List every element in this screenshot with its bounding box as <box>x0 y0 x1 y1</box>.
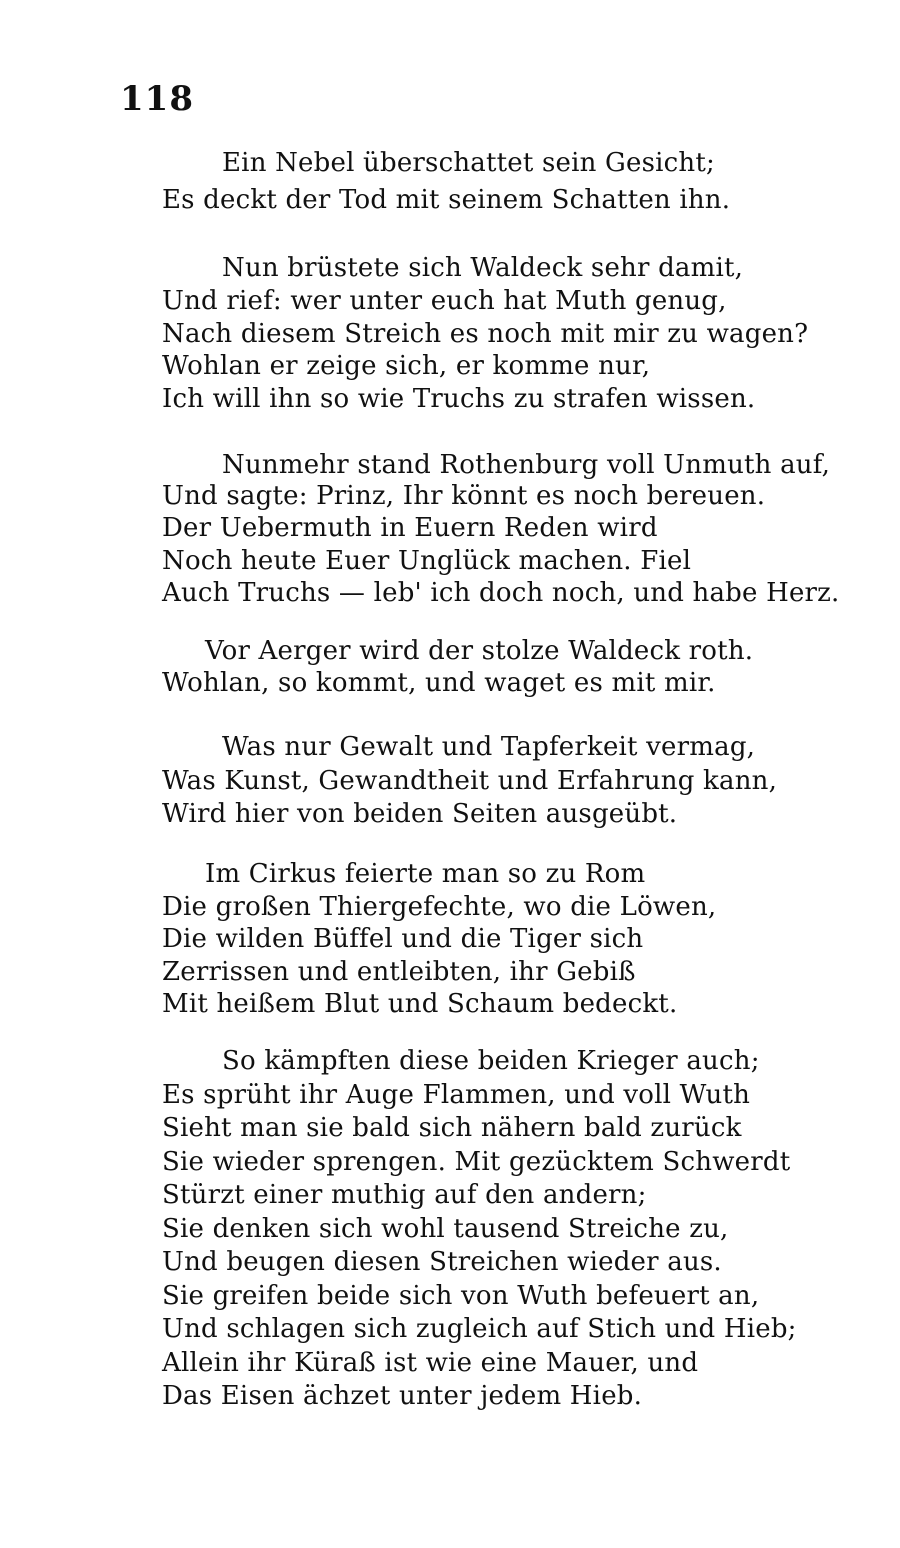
verse-line: Und beugen diesen Streichen wieder aus. <box>162 1247 722 1277</box>
verse-line: Stürzt einer muthig auf den andern; <box>162 1180 647 1210</box>
verse-line: Was Kunst, Gewandtheit und Erfahrung kann, <box>162 766 778 796</box>
verse-line: Noch heute Euer Unglück machen. Fiel <box>162 546 692 576</box>
verse-line: Was nur Gewalt und Tapferkeit vermag, <box>222 732 756 762</box>
verse-line: Es deckt der Tod mit seinem Schatten ihn. <box>162 185 731 215</box>
verse-line: Und schlagen sich zugleich auf Stich und Hieb; <box>162 1314 797 1344</box>
verse-line: Allein ihr Küraß ist wie eine Mauer, und <box>162 1348 699 1378</box>
verse-line: Es sprüht ihr Auge Flammen, und voll Wuth <box>162 1080 751 1110</box>
verse-line: Nunmehr stand Rothenburg voll Unmuth auf, <box>222 450 831 480</box>
verse-line: Und sagte: Prinz, Ihr könnt es noch bereuen. <box>162 481 766 511</box>
verse-line: Sie wieder sprengen. Mit gezücktem Schwerdt <box>162 1147 791 1177</box>
verse-line: Die großen Thiergefechte, wo die Löwen, <box>162 892 717 922</box>
verse-line: Wohlan, so kommt, und waget es mit mir. <box>162 668 716 698</box>
verse-line: Ein Nebel überschattet sein Gesicht; <box>222 148 715 178</box>
verse-line: Und rief: wer unter euch hat Muth genug, <box>162 286 727 316</box>
verse-line: Nun brüstete sich Waldeck sehr damit, <box>222 253 744 283</box>
verse-line: Ich will ihn so wie Truchs zu strafen wissen. <box>162 384 756 414</box>
verse-line: Zerrissen und entleibten, ihr Gebiß <box>162 957 636 987</box>
verse-line: Mit heißem Blut und Schaum bedeckt. <box>162 989 678 1019</box>
verse-line: Sie greifen beide sich von Wuth befeuert an, <box>162 1281 760 1311</box>
verse-line: Wird hier von beiden Seiten ausgeübt. <box>162 799 678 829</box>
verse-line: Der Uebermuth in Euern Reden wird <box>162 513 658 543</box>
verse-line: Vor Aerger wird der stolze Waldeck roth. <box>205 636 754 666</box>
verse-line: So kämpften diese beiden Krieger auch; <box>222 1046 760 1076</box>
verse-line: Auch Truchs — leb' ich doch noch, und habe Herz. <box>162 578 840 608</box>
verse-line: Sie denken sich wohl tausend Streiche zu, <box>162 1214 729 1244</box>
verse-line: Im Cirkus feierte man so zu Rom <box>205 859 646 889</box>
verse-line: Die wilden Büffel und die Tiger sich <box>162 924 644 954</box>
verse-line: Wohlan er zeige sich, er komme nur, <box>162 351 651 381</box>
page-number: 118 <box>120 79 194 119</box>
verse-line: Das Eisen ächzet unter jedem Hieb. <box>162 1381 643 1411</box>
verse-line: Sieht man sie bald sich nähern bald zurück <box>162 1113 742 1143</box>
verse-line: Nach diesem Streich es noch mit mir zu wagen? <box>162 319 809 349</box>
